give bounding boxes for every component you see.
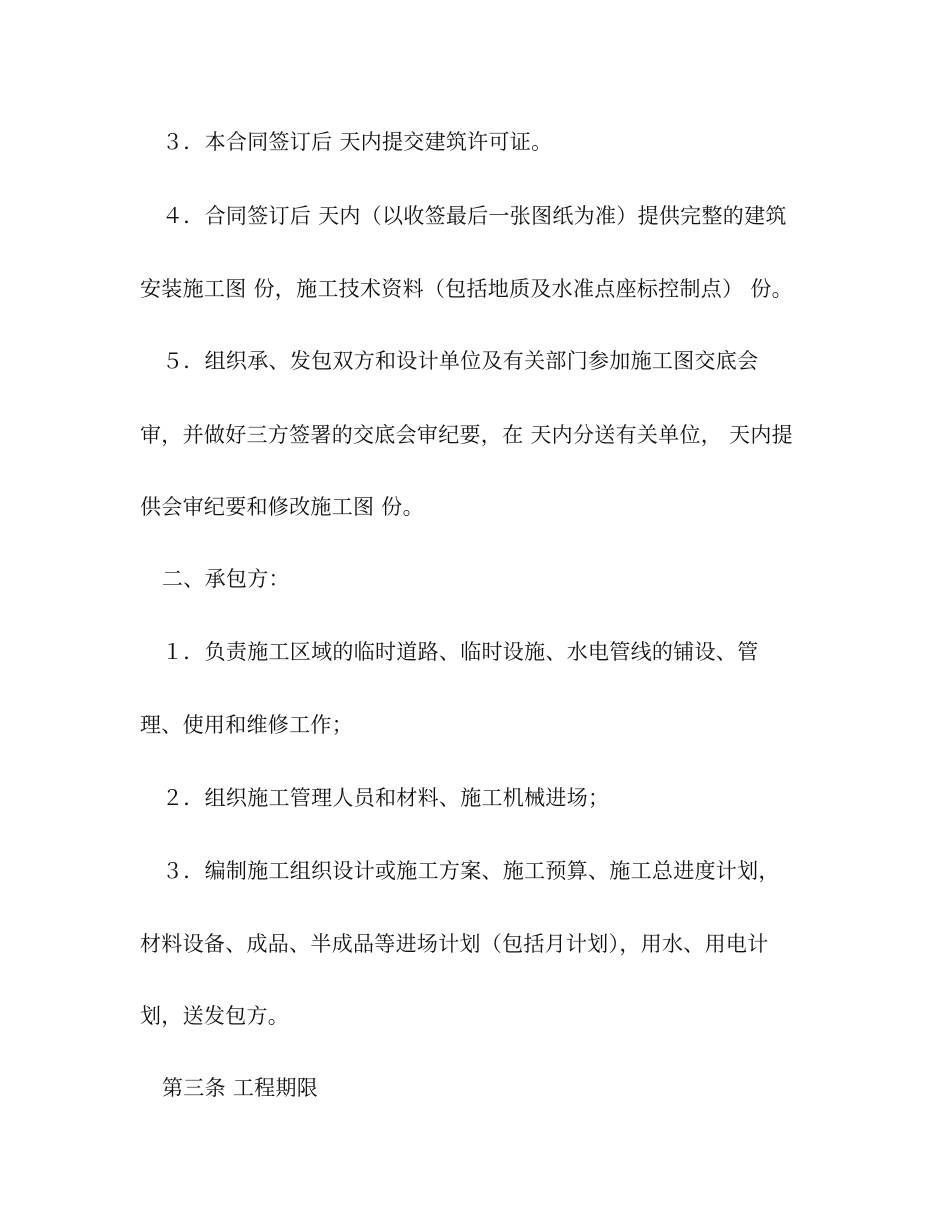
paragraph-line-3: 安装施工图 份，施工技术资料（包括地质及水准点座标控制点） 份。: [140, 277, 793, 301]
section-heading-contractor: 二、承包方：: [162, 567, 290, 591]
paragraph-line-2: ４．合同签订后 天内（以收签最后一张图纸为准）提供完整的建筑: [162, 204, 787, 228]
paragraph-line-12: 材料设备、成品、半成品等进场计划（包括月计划），用水、用电计: [140, 932, 769, 956]
paragraph-line-4: ５．组织承、发包双方和设计单位及有关部门参加施工图交底会: [162, 349, 759, 373]
paragraph-line-10: ２．组织施工管理人员和材料、施工机械进场；: [162, 786, 610, 810]
paragraph-line-11: ３．编制施工组织设计或施工方案、施工预算、施工总进度计划，: [162, 859, 780, 883]
paragraph-line-13: 划，送发包方。: [140, 1004, 290, 1028]
paragraph-line-6: 供会审纪要和修改施工图 份。: [140, 495, 424, 519]
paragraph-line-1: ３．本合同签订后 天内提交建筑许可证。: [162, 130, 553, 154]
paragraph-line-9: 理、使用和维修工作；: [140, 713, 353, 737]
paragraph-line-5: 审，并做好三方签署的交底会审纪要，在 天内分送有关单位， 天内提: [140, 423, 793, 447]
paragraph-line-8: １．负责施工区域的临时道路、临时设施、水电管线的铺设、管: [162, 640, 759, 664]
article-heading-3: 第三条 工程期限: [162, 1076, 319, 1100]
